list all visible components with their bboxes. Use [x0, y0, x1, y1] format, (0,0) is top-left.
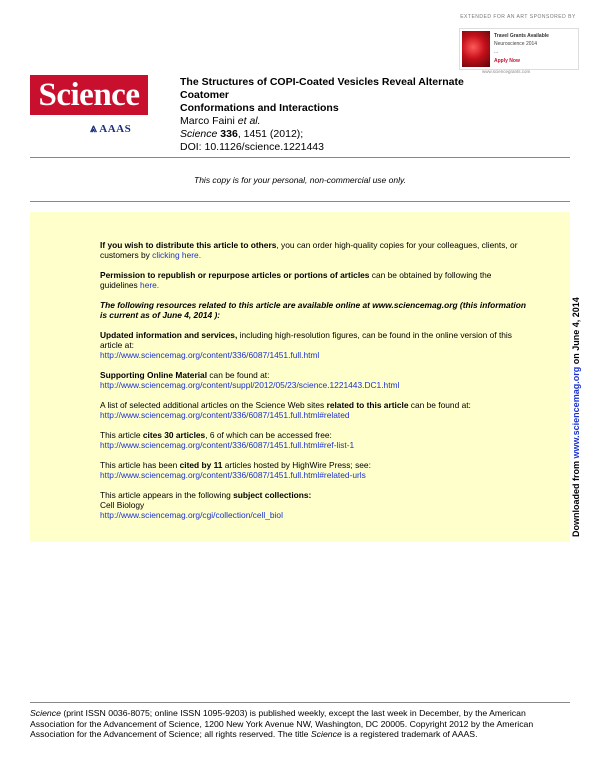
resources-notice: The following resources related to this article are available online at www.sciencemag.org (this information is current as of June 4, 2014 ):	[100, 300, 526, 320]
supporting-material-link[interactable]: http://www.sciencemag.org/content/suppl/2012/05/23/science.1221443.DC1.html	[100, 380, 400, 390]
sponsor-ad[interactable]	[459, 28, 579, 70]
ad-line-2: Neuroscience 2014	[494, 41, 538, 47]
guidelines-link[interactable]: here.	[140, 280, 160, 290]
author-line: Marco Faini et al.	[180, 115, 261, 127]
related-paragraph: A list of selected additional articles on the Science Web sites related to this article can be found at: http://www.sciencemag.org/content/336/6087/1451.full.html#related	[100, 400, 471, 420]
cited-by-paragraph: This article has been cited by 11 articles hosted by HighWire Press; see: http://www.sciencemag.org/content/336/6087/1451.full.html#related-urls	[100, 460, 371, 480]
science-wordmark: Science	[30, 75, 148, 115]
cited-by-link[interactable]: http://www.sciencemag.org/content/336/6087/1451.full.html#related-urls	[100, 470, 366, 480]
footer-copyright: Science (print ISSN 0036-8075; online ISSN 1095-9203) is published weekly, except the last week in December, by the American Association for the Advancement of Science, 1200 New York Avenue NW, Washington, DC 20005. Copyright 2012 by the American Association for the Advancement of Science; all rights reserved. The title Science is a registered trademark of AAAS.	[30, 708, 534, 739]
article-header	[180, 76, 480, 154]
updated-paragraph: Updated information and services, including high-resolution figures, can be found in the online version of this article at: http://www.sciencemag.org/content/336/6087/1451.full.html	[100, 330, 512, 360]
aaas-symbol-icon: ⩓	[90, 121, 98, 135]
supporting-paragraph: Supporting Online Material can be found at: http://www.sciencemag.org/content/suppl/2012/05/23/science.1221443.DC1.html	[100, 370, 400, 390]
collection-link[interactable]: http://www.sciencemag.org/cgi/collection/cell_biol	[100, 510, 283, 520]
ad-apply-button[interactable]: Apply Now	[494, 58, 520, 64]
citation-line: Science 336, 1451 (2012);	[180, 128, 304, 140]
full-text-link[interactable]: http://www.sciencemag.org/content/336/6087/1451.full.html	[100, 350, 320, 360]
doi: DOI: 10.1126/science.1221443	[180, 141, 324, 153]
ad-image	[462, 31, 490, 67]
personal-use-notice: This copy is for your personal, non-commercial use only.	[194, 175, 406, 185]
divider-bottom	[30, 201, 570, 202]
clicking-here-link[interactable]: clicking here.	[152, 250, 202, 260]
aaas-logo: ⩓ AAAS	[90, 121, 132, 135]
info-content	[100, 240, 530, 530]
related-articles-link[interactable]: http://www.sciencemag.org/content/336/6087/1451.full.html#related	[100, 410, 350, 420]
references-link[interactable]: http://www.sciencemag.org/content/336/6087/1451.full.html#ref-list-1	[100, 440, 355, 450]
science-logo[interactable]	[30, 75, 148, 141]
ad-url[interactable]: www.sciencegrants.com	[482, 69, 531, 74]
collections-paragraph: This article appears in the following subject collections: Cell Biology http://www.sciencemag.org/cgi/collection/cell_biol	[100, 490, 312, 520]
permission-paragraph: Permission to republish or repurpose articles or portions of articles can be obtained by following the guidelines here.	[100, 270, 492, 290]
article-title-line-1: The Structures of COPI-Coated Vesicles Reveal Alternate Coatomer	[180, 76, 464, 101]
collection-name: Cell Biology	[100, 500, 145, 510]
article-title-line-2: Conformations and Interactions	[180, 102, 339, 114]
cites-paragraph: This article cites 30 articles, 6 of which can be accessed free: http://www.sciencemag.org/content/336/6087/1451.full.html#ref-list-1	[100, 430, 355, 450]
distribute-paragraph: If you wish to distribute this article to others, you can order high-quality copies for your colleagues, clients, or customers by clicking here.	[100, 240, 518, 260]
divider-top	[30, 157, 570, 158]
ad-line-1: Travel Grants Available	[494, 33, 549, 39]
download-notice: Downloaded from www.sciencemag.org on June 4, 2014	[571, 297, 581, 537]
footer-divider	[30, 702, 570, 703]
sciencemag-link[interactable]: www.sciencemag.org	[571, 366, 581, 459]
ad-line-3: ...	[494, 49, 499, 55]
ad-header: EXTENDED FOR AN ART SPONSORED BY	[460, 14, 576, 20]
